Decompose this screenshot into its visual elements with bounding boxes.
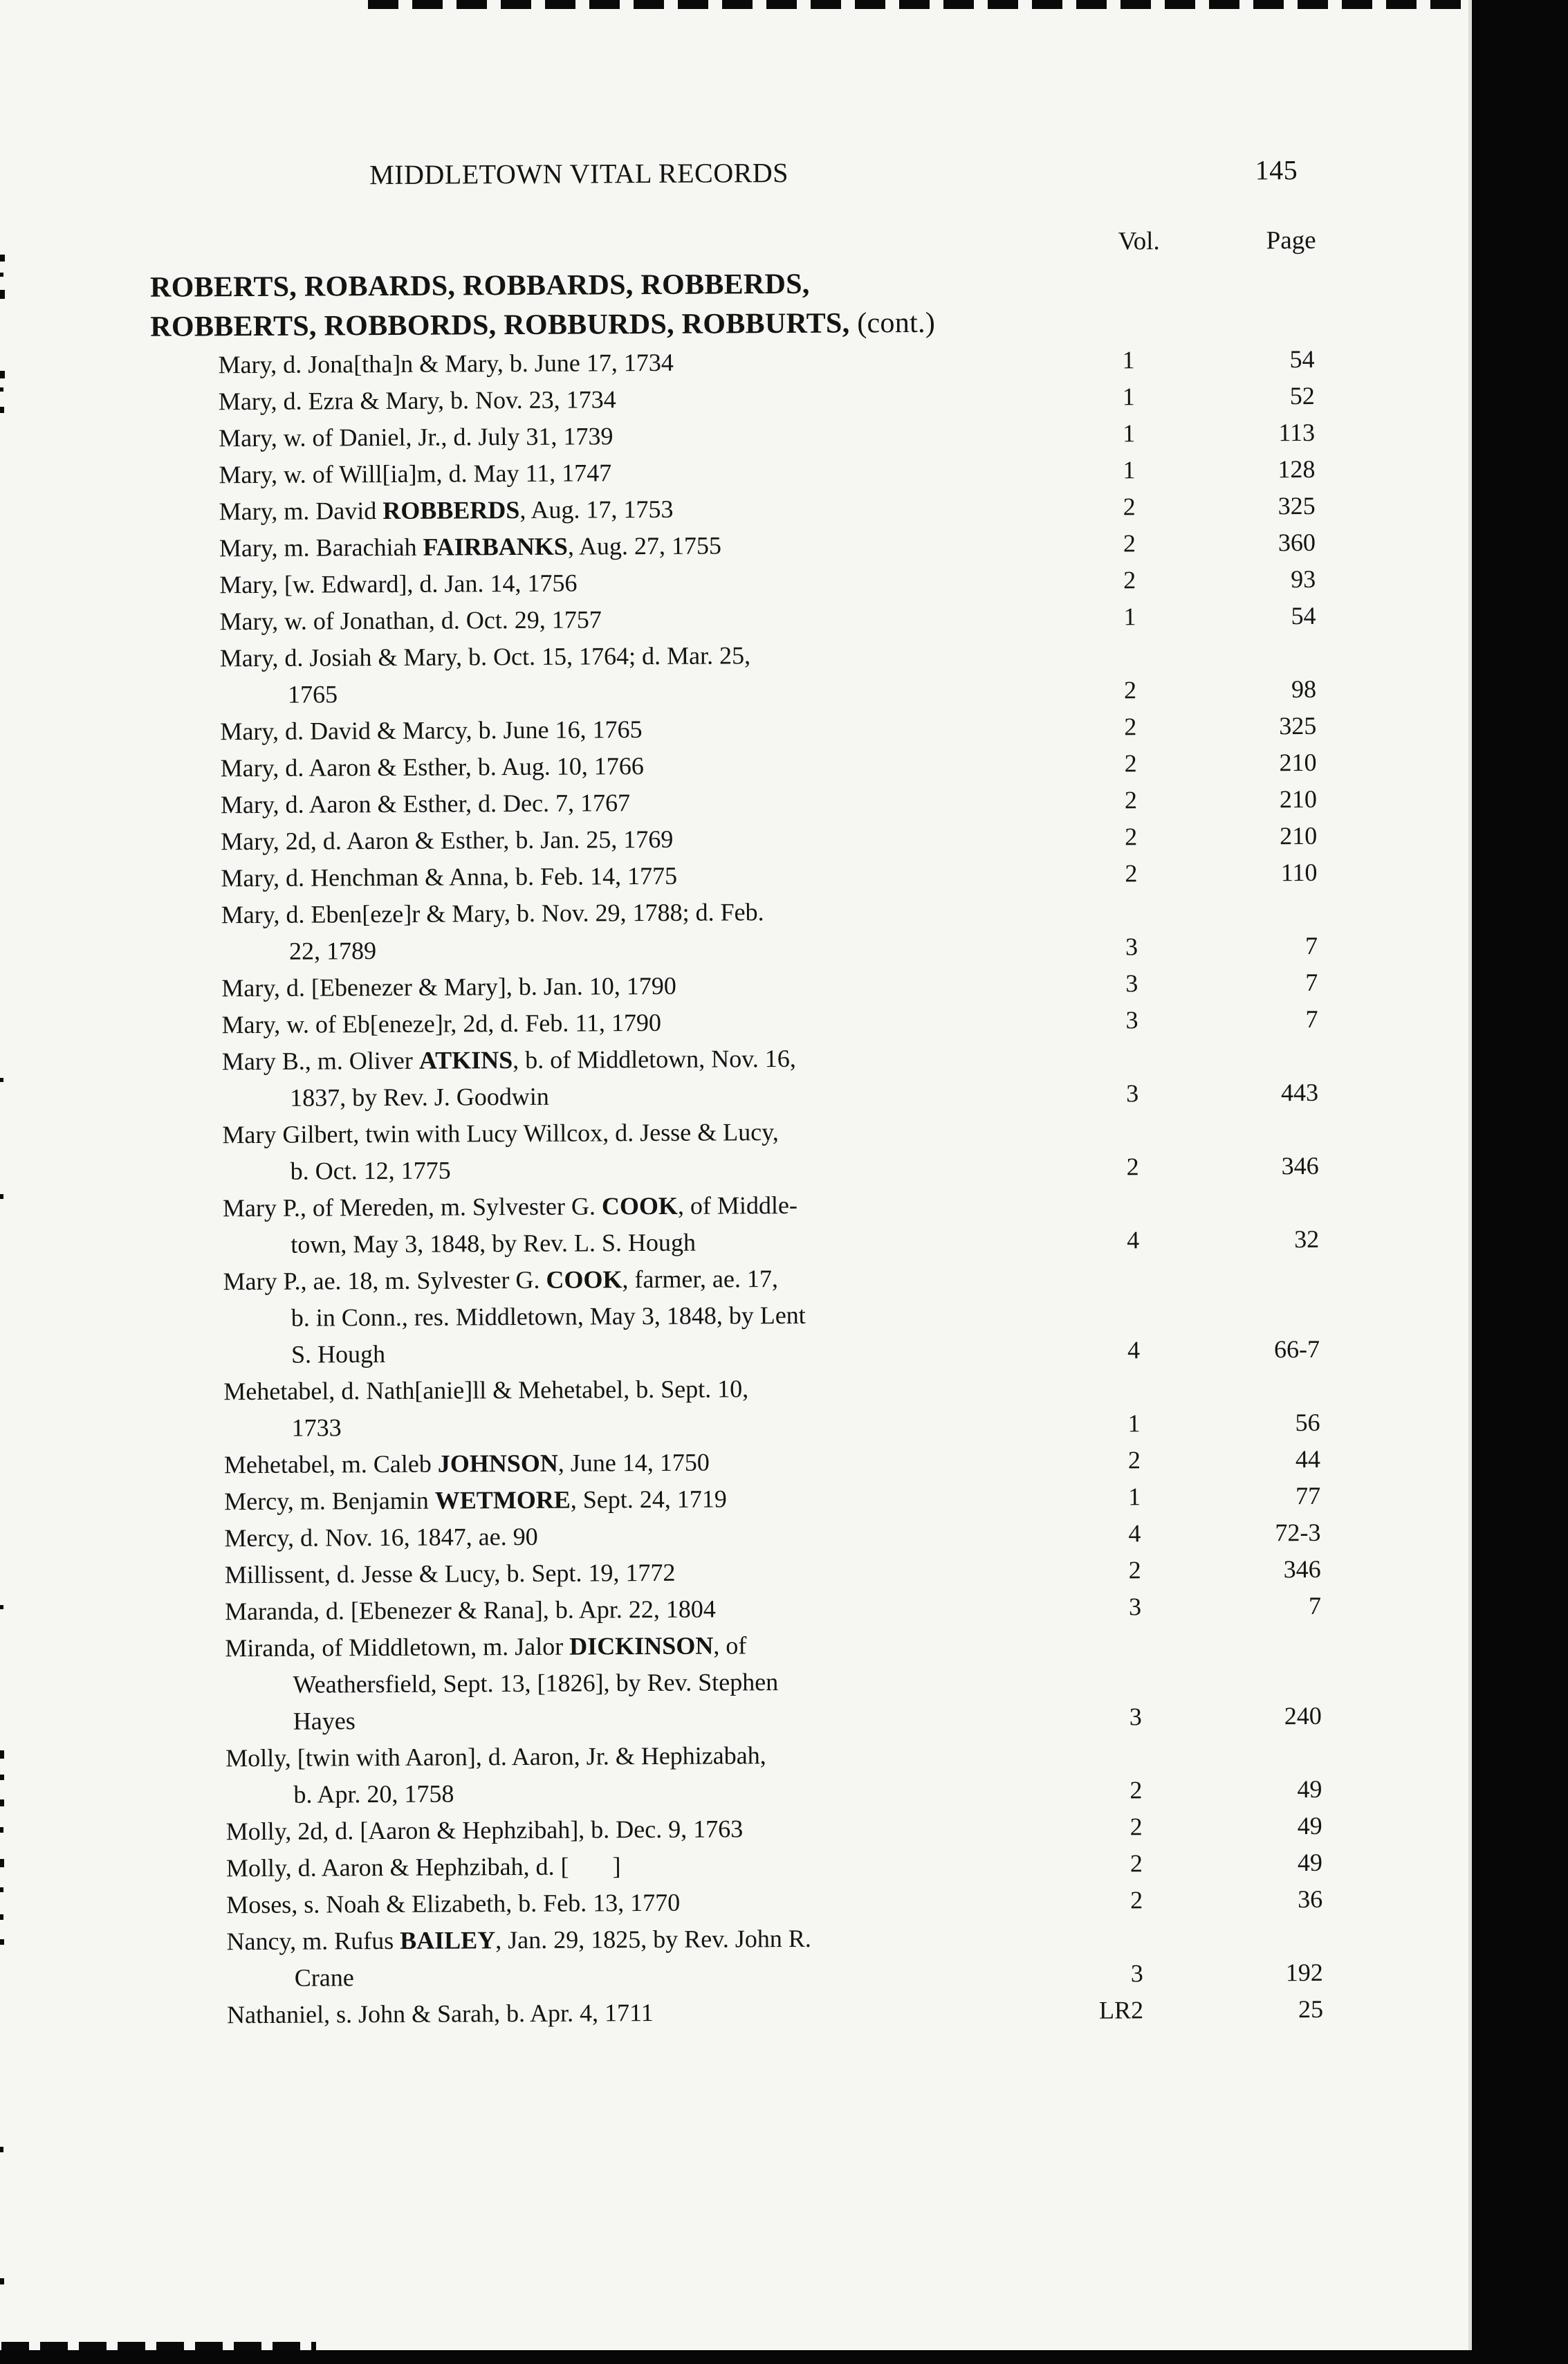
record-entry bbox=[154, 1001, 1321, 1044]
page-cell: 346 bbox=[1283, 1555, 1321, 1584]
surname-bold-text: ROBERTS, ROBARDS, ROBBARDS, ROBBERDS, bbox=[149, 268, 810, 304]
record-entry bbox=[151, 451, 1318, 494]
record-text: Mary, d. Jona[tha]n & Mary, b. June 17, 1734 bbox=[218, 348, 674, 379]
page-edge-mark bbox=[0, 255, 5, 262]
page-cell: 56 bbox=[1295, 1408, 1320, 1437]
record-text: S. Hough bbox=[290, 1340, 386, 1368]
record-line bbox=[153, 781, 1320, 824]
page-cell: 52 bbox=[1289, 381, 1315, 410]
page-edge-mark bbox=[0, 2147, 3, 2152]
record-line bbox=[154, 1038, 1322, 1081]
record-entry bbox=[151, 598, 1319, 641]
vol-cell: 2 bbox=[1129, 1849, 1143, 1878]
record-text: Mehetabel, m. Caleb bbox=[223, 1449, 438, 1479]
record-entry bbox=[150, 341, 1318, 384]
record-text: Mary, w. of Daniel, Jr., d. July 31, 1739 bbox=[219, 422, 614, 452]
page-title: MIDDLETOWN VITAL RECORDS bbox=[369, 156, 789, 191]
page-edge-mark bbox=[0, 1799, 4, 1806]
record-line bbox=[150, 341, 1318, 384]
page-cell: 66-7 bbox=[1273, 1335, 1320, 1364]
vol-cell: 3 bbox=[1130, 1959, 1143, 1988]
surname-bold-text: COOK bbox=[546, 1265, 622, 1294]
record-entry bbox=[154, 1111, 1322, 1191]
vol-cell: 1 bbox=[1122, 383, 1135, 411]
record-line bbox=[154, 928, 1321, 971]
record-text: b. Apr. 20, 1758 bbox=[293, 1779, 454, 1808]
record-entry bbox=[158, 1808, 1326, 1851]
record-entry bbox=[151, 488, 1319, 531]
record-text: , of Middle- bbox=[677, 1191, 797, 1220]
page-cell: 346 bbox=[1281, 1151, 1319, 1180]
page-cell: 113 bbox=[1278, 418, 1316, 447]
vol-cell: 2 bbox=[1129, 1776, 1143, 1804]
vol-cell: 4 bbox=[1128, 1519, 1141, 1548]
record-entry bbox=[158, 1734, 1326, 1814]
vol-cell: 1 bbox=[1127, 1409, 1141, 1438]
page-cell: 7 bbox=[1308, 1591, 1322, 1620]
record-text: Mary, m. David bbox=[219, 497, 383, 526]
record-text: 22, 1789 bbox=[288, 937, 377, 965]
record-entry bbox=[157, 1588, 1325, 1631]
page-cell: 44 bbox=[1295, 1445, 1321, 1474]
record-entry bbox=[155, 1258, 1323, 1374]
record-entry bbox=[151, 378, 1318, 421]
record-line bbox=[154, 891, 1321, 934]
record-text: , b. of Middletown, Nov. 16, bbox=[513, 1044, 796, 1074]
page-cell: 25 bbox=[1298, 1995, 1324, 2024]
record-text: 1733 bbox=[291, 1413, 342, 1442]
running-head bbox=[369, 154, 1298, 192]
record-line bbox=[158, 1808, 1326, 1851]
vol-cell: 2 bbox=[1124, 786, 1138, 814]
record-line bbox=[156, 1441, 1324, 1484]
top-dashed-edge bbox=[368, 0, 1472, 9]
vol-cell: 3 bbox=[1128, 1593, 1142, 1621]
record-text: 1837, by Rev. J. Goodwin bbox=[290, 1082, 549, 1112]
record-text: Mary, 2d, d. Aaron & Esther, b. Jan. 25, 1769 bbox=[221, 825, 674, 856]
page-edge-mark bbox=[0, 1939, 4, 1945]
bottom-black-band bbox=[0, 2350, 1568, 2364]
surname-bold-text: ROBBERTS, ROBBORDS, ROBBURDS, ROBBURTS, bbox=[150, 307, 850, 343]
record-line bbox=[155, 1258, 1322, 1301]
page-edge-mark bbox=[0, 1078, 3, 1082]
record-line bbox=[155, 1148, 1322, 1191]
record-text: (cont.) bbox=[849, 306, 936, 340]
page-cell: 192 bbox=[1285, 1958, 1323, 1987]
record-line bbox=[152, 671, 1320, 714]
record-text: Hayes bbox=[293, 1707, 356, 1735]
record-entry bbox=[156, 1478, 1324, 1521]
record-entry bbox=[151, 414, 1318, 457]
page-cell: 49 bbox=[1297, 1848, 1323, 1877]
record-text: Mercy, m. Benjamin bbox=[224, 1486, 435, 1516]
record-text: Mary, w. of Jonathan, d. Oct. 29, 1757 bbox=[219, 605, 602, 636]
vol-cell: 2 bbox=[1125, 823, 1138, 851]
record-entry bbox=[158, 1918, 1327, 1997]
record-text: Mary, d. Josiah & Mary, b. Oct. 15, 1764; d. Mar. 25, bbox=[219, 641, 751, 672]
record-text: Mary, d. Ezra & Mary, b. Nov. 23, 1734 bbox=[218, 385, 616, 416]
page-cell: 93 bbox=[1291, 565, 1316, 594]
vol-cell: 2 bbox=[1129, 1813, 1143, 1841]
record-line bbox=[156, 1514, 1324, 1557]
record-line bbox=[151, 488, 1319, 531]
page-cell: 36 bbox=[1298, 1885, 1323, 1914]
record-line bbox=[152, 708, 1320, 751]
page-edge-mark bbox=[0, 407, 4, 413]
vol-cell: 3 bbox=[1126, 1079, 1139, 1108]
record-text: Mary, d. Aaron & Esther, b. Aug. 10, 1766 bbox=[220, 752, 644, 782]
record-text: town, May 3, 1848, by Rev. L. S. Hough bbox=[290, 1228, 697, 1258]
record-text: Molly, 2d, d. [Aaron & Hephzibah], b. Dec. 9, 1763 bbox=[225, 1815, 744, 1846]
vol-cell: 2 bbox=[1123, 493, 1136, 521]
record-text: , Jan. 29, 1825, by Rev. John R. bbox=[495, 1924, 811, 1954]
page-edge-mark bbox=[0, 387, 3, 392]
vol-cell: 2 bbox=[1126, 1153, 1139, 1181]
record-text: Nathaniel, s. John & Sarah, b. Apr. 4, 1711 bbox=[226, 1999, 654, 2029]
record-entry bbox=[156, 1514, 1324, 1557]
page-cell: 49 bbox=[1297, 1775, 1322, 1804]
page-cell: 240 bbox=[1284, 1701, 1322, 1730]
surname-bold-text: WETMORE bbox=[434, 1485, 571, 1514]
record-line bbox=[151, 524, 1319, 567]
record-text: b. in Conn., res. Middletown, May 3, 1848, by Lent bbox=[290, 1301, 806, 1332]
page-edge-mark bbox=[0, 1859, 4, 1867]
record-entry bbox=[151, 561, 1319, 604]
record-text: Mary, d. Henchman & Anna, b. Feb. 14, 1775 bbox=[221, 861, 678, 892]
record-line bbox=[151, 414, 1318, 457]
record-line bbox=[158, 1734, 1325, 1777]
record-line bbox=[157, 1588, 1325, 1631]
record-line bbox=[156, 1368, 1323, 1411]
record-entry bbox=[158, 1881, 1326, 1924]
record-text: , farmer, ae. 17, bbox=[622, 1265, 779, 1294]
record-line bbox=[154, 1001, 1321, 1044]
record-line bbox=[157, 1661, 1325, 1704]
surname-bold-text: ROBBERDS bbox=[382, 495, 520, 525]
page-edge-mark bbox=[0, 371, 5, 378]
vol-cell: 2 bbox=[1123, 529, 1136, 558]
bottom-dashed-edge bbox=[1, 2342, 316, 2350]
col-header-vol: Vol. bbox=[1118, 227, 1160, 256]
page-cell: 210 bbox=[1279, 785, 1318, 814]
record-line bbox=[158, 1881, 1326, 1924]
record-line bbox=[151, 378, 1318, 421]
record-text: , Aug. 27, 1755 bbox=[567, 531, 722, 560]
record-text: Mary, d. Eben[eze]r & Mary, b. Nov. 29, 1788; d. Feb. bbox=[221, 898, 764, 929]
vol-cell: 2 bbox=[1130, 1886, 1143, 1914]
record-line bbox=[156, 1404, 1324, 1447]
right-black-band bbox=[1472, 0, 1568, 2364]
surname-bold-text: BAILEY bbox=[400, 1926, 496, 1954]
surname-bold-text: DICKINSON bbox=[569, 1631, 714, 1660]
page-cell: 32 bbox=[1294, 1225, 1320, 1254]
record-text: Miranda, of Middletown, m. Jalor bbox=[225, 1632, 570, 1662]
page-edge-mark bbox=[0, 1605, 3, 1609]
vol-cell: 2 bbox=[1123, 676, 1137, 704]
record-entry bbox=[153, 854, 1320, 897]
record-line bbox=[156, 1331, 1323, 1374]
record-line bbox=[158, 1771, 1325, 1814]
page-edge-mark bbox=[0, 1775, 4, 1780]
page-edge-mark bbox=[0, 273, 3, 277]
page-cell: 54 bbox=[1289, 345, 1315, 374]
record-line bbox=[155, 1184, 1322, 1227]
surname-bold-text: ATKINS bbox=[418, 1046, 513, 1074]
page-cell: 54 bbox=[1291, 601, 1316, 630]
record-line bbox=[157, 1551, 1325, 1594]
vol-cell: 4 bbox=[1127, 1226, 1140, 1254]
record-text: Mary, d. Aaron & Esther, d. Dec. 7, 1767 bbox=[220, 789, 631, 819]
page-cell: 325 bbox=[1279, 711, 1317, 740]
record-text: , Sept. 24, 1719 bbox=[570, 1485, 727, 1514]
record-line bbox=[157, 1624, 1325, 1667]
vol-cell: 3 bbox=[1125, 933, 1138, 961]
record-text: Mary, m. Barachiah bbox=[219, 533, 423, 562]
page-edge-mark bbox=[0, 290, 5, 299]
record-entry bbox=[152, 708, 1320, 751]
page-edge-mark bbox=[0, 1827, 3, 1833]
record-entry bbox=[155, 1184, 1323, 1264]
record-text: Mary B., m. Oliver bbox=[221, 1046, 419, 1076]
record-entry bbox=[159, 1991, 1327, 2034]
page-edge-mark bbox=[0, 2278, 4, 2284]
surname-heading-line bbox=[150, 262, 1318, 308]
page-cell: 210 bbox=[1279, 748, 1317, 777]
record-entry bbox=[158, 1844, 1326, 1887]
record-entry bbox=[157, 1551, 1325, 1594]
record-entry bbox=[154, 891, 1322, 971]
vol-cell: 1 bbox=[1123, 456, 1136, 484]
record-text: Mary, d. David & Marcy, b. June 16, 1765 bbox=[220, 715, 643, 746]
record-line bbox=[158, 1918, 1326, 1961]
record-line bbox=[159, 1954, 1327, 1997]
vol-cell: 2 bbox=[1128, 1556, 1141, 1584]
record-entry bbox=[154, 964, 1321, 1007]
vol-cell: 1 bbox=[1122, 346, 1135, 374]
record-line bbox=[155, 1221, 1322, 1264]
record-line bbox=[153, 818, 1320, 861]
records-listing bbox=[150, 262, 1327, 2034]
record-line bbox=[158, 1844, 1326, 1887]
record-entry bbox=[154, 1038, 1322, 1117]
record-text: Maranda, d. [Ebenezer & Rana], b. Apr. 22, 1804 bbox=[224, 1595, 716, 1626]
record-line bbox=[156, 1478, 1324, 1521]
record-line bbox=[156, 1294, 1323, 1337]
record-text: Mary, d. [Ebenezer & Mary], b. Jan. 10, 1790 bbox=[221, 971, 676, 1002]
record-text: , of bbox=[713, 1631, 747, 1660]
vol-cell: 3 bbox=[1125, 1006, 1138, 1034]
record-text: 1765 bbox=[287, 680, 338, 708]
record-entry bbox=[157, 1624, 1325, 1741]
record-line bbox=[151, 598, 1319, 641]
page-cell: 98 bbox=[1291, 675, 1317, 704]
vol-cell: 3 bbox=[1129, 1703, 1142, 1731]
page-cell: 325 bbox=[1278, 491, 1316, 520]
record-entry bbox=[152, 634, 1320, 714]
vol-cell: 2 bbox=[1127, 1446, 1141, 1474]
surname-bold-text: FAIRBANKS bbox=[423, 532, 569, 561]
page-cell: 7 bbox=[1305, 1005, 1318, 1034]
record-text: Nancy, m. Rufus bbox=[226, 1926, 400, 1956]
page-edge-mark bbox=[0, 1194, 3, 1199]
page-cell: 110 bbox=[1280, 858, 1318, 887]
record-entry bbox=[153, 781, 1320, 824]
record-text: Mercy, d. Nov. 16, 1847, ae. 90 bbox=[224, 1522, 538, 1552]
page-cell: 72-3 bbox=[1275, 1518, 1321, 1547]
record-text: Crane bbox=[294, 1963, 354, 1992]
record-text: Millissent, d. Jesse & Lucy, b. Sept. 19, 1772 bbox=[224, 1558, 676, 1589]
record-text: Mary, w. of Will[ia]m, d. May 11, 1747 bbox=[219, 459, 612, 489]
record-entry bbox=[153, 744, 1320, 787]
page-cell: 7 bbox=[1304, 931, 1318, 960]
vol-cell: 1 bbox=[1123, 419, 1136, 448]
record-line bbox=[153, 854, 1320, 897]
col-header-page: Page bbox=[1266, 226, 1316, 255]
page-cell: 77 bbox=[1295, 1481, 1321, 1510]
page-cell: 49 bbox=[1297, 1811, 1322, 1840]
surname-bold-text: JOHNSON bbox=[437, 1449, 558, 1478]
record-line bbox=[152, 634, 1320, 677]
record-text: Weathersfield, Sept. 13, [1826], by Rev. Stephen bbox=[293, 1668, 779, 1698]
record-line bbox=[158, 1698, 1325, 1741]
record-text: , June 14, 1750 bbox=[557, 1448, 710, 1477]
record-text: Mary Gilbert, twin with Lucy Willcox, d. Jesse & Lucy, bbox=[222, 1118, 779, 1149]
vol-cell: 2 bbox=[1123, 566, 1136, 594]
record-entry bbox=[156, 1441, 1324, 1484]
vol-cell: 2 bbox=[1124, 713, 1137, 741]
record-text: , Aug. 17, 1753 bbox=[519, 495, 674, 524]
record-text: Molly, d. Aaron & Hephzibah, d. [ ] bbox=[225, 1852, 621, 1882]
record-line bbox=[154, 964, 1321, 1007]
vol-cell: 2 bbox=[1124, 749, 1137, 778]
record-text: Moses, s. Noah & Elizabeth, b. Feb. 13, 1770 bbox=[226, 1888, 681, 1919]
vol-cell: LR2 bbox=[1098, 1996, 1144, 2024]
vol-cell: 1 bbox=[1123, 603, 1136, 631]
record-text: Mary, [w. Edward], d. Jan. 14, 1756 bbox=[219, 569, 578, 599]
record-line bbox=[154, 1074, 1322, 1117]
page-edge-mark bbox=[0, 1750, 4, 1759]
page-cell: 128 bbox=[1278, 455, 1316, 484]
page-cell: 210 bbox=[1280, 821, 1318, 850]
record-text: Mary, w. of Eb[eneze]r, 2d, d. Feb. 11, 1790 bbox=[221, 1008, 662, 1039]
vol-cell: 1 bbox=[1128, 1483, 1141, 1511]
record-text: Mary P., of Mereden, m. Sylvester G. bbox=[222, 1192, 602, 1222]
record-line bbox=[151, 451, 1318, 494]
record-text: b. Oct. 12, 1775 bbox=[290, 1156, 451, 1185]
record-line bbox=[151, 561, 1319, 604]
record-entry bbox=[151, 524, 1319, 567]
page-cell: 443 bbox=[1281, 1078, 1319, 1107]
record-line bbox=[153, 744, 1320, 787]
surname-heading-line bbox=[150, 302, 1318, 347]
page-cell: 360 bbox=[1278, 528, 1316, 557]
page-number: 145 bbox=[1255, 154, 1298, 186]
record-text: Molly, [twin with Aaron], d. Aaron, Jr. & Hephizabah, bbox=[225, 1741, 766, 1772]
vol-cell: 4 bbox=[1127, 1336, 1141, 1364]
page-cell: 7 bbox=[1305, 968, 1318, 997]
surname-bold-text: COOK bbox=[601, 1191, 679, 1220]
record-entry bbox=[156, 1368, 1324, 1447]
record-line bbox=[154, 1111, 1322, 1154]
record-entry bbox=[153, 818, 1320, 861]
vol-cell: 2 bbox=[1125, 859, 1138, 888]
vol-cell: 3 bbox=[1125, 969, 1138, 998]
record-text: Mehetabel, d. Nath[anie]ll & Mehetabel, b. Sept. 10, bbox=[223, 1375, 749, 1406]
page-edge-mark bbox=[0, 1914, 3, 1920]
page-edge-mark bbox=[0, 1887, 3, 1892]
record-line bbox=[159, 1991, 1327, 2034]
record-text: Mary P., ae. 18, m. Sylvester G. bbox=[223, 1265, 546, 1296]
